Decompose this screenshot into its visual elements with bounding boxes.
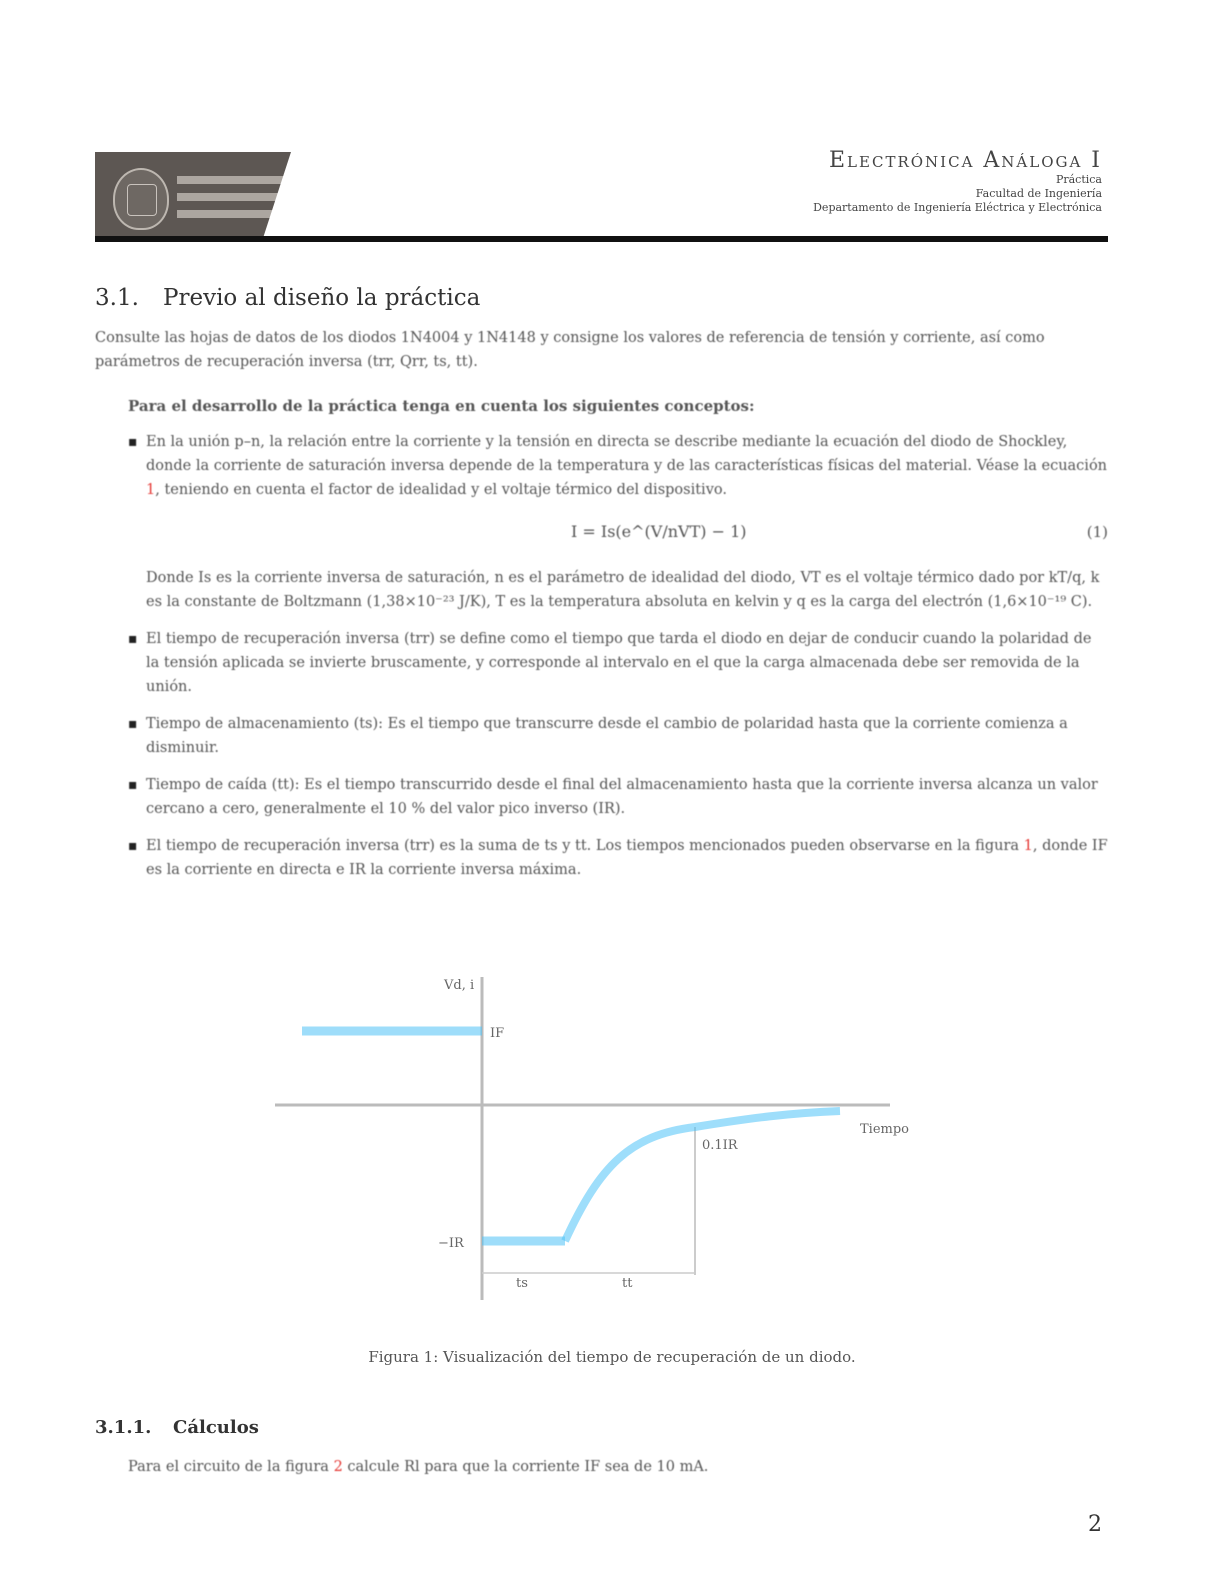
list-item [128, 627, 1108, 699]
ts-label: ts [516, 1276, 528, 1291]
recovery-curve [565, 1111, 840, 1241]
diode-equation [146, 510, 1108, 554]
equation-explanation: Donde Is es la corriente inversa de saturación, n es el parámetro de idealidad del diodo, VT es el voltaje térmico dado por kT/q, k es la constante de Boltzmann (1,38×10⁻²³ J/K), T es la temperatura absoluta en kelvin y q es la carga del electrón (1,6×10⁻¹⁹ C). [146, 570, 1100, 610]
subsection-number: 3.1.1. [95, 1417, 152, 1438]
item-text: El tiempo de recuperación inversa (trr) se define como el tiempo que tarda el diodo en dejar de conducir cuando la polaridad de la tensión aplicada se invierte bruscamente, y corresponde al intervalo en el que la carga almacenada debe ser removida de la unión. [146, 631, 1092, 695]
section-title: Previo al diseño la práctica [163, 285, 481, 311]
list-item [128, 712, 1108, 760]
page-number: 2 [1088, 1512, 1102, 1537]
calculation-instruction [128, 1455, 1108, 1479]
subsection-title: Cálculos [173, 1417, 259, 1438]
header-line-2: Práctica [1055, 173, 1102, 186]
subsection-heading [95, 1417, 259, 1438]
figure-reference-link[interactable]: 1 [1023, 838, 1033, 854]
item-text: , donde IF es la corriente en directa e IR la corriente inversa máxima. [146, 838, 1108, 878]
item-text: Tiempo de almacenamiento (ts): Es el tiempo que transcurre desde el cambio de polaridad hasta que la corriente comienza a disminuir. [146, 716, 1068, 756]
list-item [128, 430, 1108, 614]
tt-label: tt [622, 1276, 633, 1291]
figure-caption: Figura 1: Visualización del tiempo de recuperación de un diodo. [368, 1348, 856, 1366]
item-text: El tiempo de recuperación inversa (trr) es la suma de ts y tt. Los tiempos mencionados pueden observarse en la figura [146, 838, 1020, 854]
list-item [128, 834, 1108, 882]
if-label: IF [490, 1026, 505, 1041]
instruction-text: Para el circuito de la figura [128, 1459, 329, 1475]
item-text: En la unión p–n, la relación entre la corriente y la tensión en directa se describe mediante la ecuación del diodo de Shockley, donde la corriente de saturación inversa depende de la temperatura y de las características físicas del material. Véase la ecuación [146, 434, 1108, 474]
instruction-text: calcule Rl para que la corriente IF sea de 10 mA. [347, 1459, 709, 1475]
page-header [95, 148, 1108, 244]
header-line-3: Facultad de Ingeniería [975, 187, 1102, 200]
item-text: Tiempo de caída (tt): Es el tiempo transcurrido desde el final del almacenamiento hasta que la corriente inversa alcanza un valor cercano a cero, generalmente el 10 % del valor pico inverso (IR). [146, 777, 1098, 817]
university-seal-icon [113, 168, 169, 230]
section-heading [95, 285, 480, 311]
equation-number: (1) [1086, 523, 1108, 541]
header-line-4: Departamento de Ingeniería Eléctrica y Electrónica [813, 201, 1102, 214]
header-info [813, 148, 1102, 215]
section-number: 3.1. [95, 285, 139, 311]
concepts-list [128, 430, 1108, 895]
university-logo [95, 152, 331, 242]
ir-label: −IR [438, 1236, 464, 1251]
course-title: Electrónica Análoga I [829, 148, 1102, 173]
point-label: 0.1IR [702, 1138, 738, 1153]
list-item [128, 773, 1108, 821]
current-trace [302, 1031, 840, 1241]
reverse-recovery-figure [270, 965, 930, 1310]
section-intro: Consulte las hojas de datos de los diodos 1N4004 y 1N4148 y consigne los valores de referencia de tensión y corriente, así como parámetros de recuperación inversa (trr, Qrr, ts, tt). [95, 330, 1045, 370]
item-text: , teniendo en cuenta el factor de idealidad y el voltaje térmico del dispositivo. [155, 482, 727, 498]
figure-reference-link[interactable]: 2 [333, 1459, 343, 1475]
equation-reference-link[interactable]: 1 [146, 482, 156, 498]
x-axis-label: Tiempo [860, 1122, 909, 1137]
y-axis-label: Vd, i [444, 978, 475, 993]
header-rule [95, 236, 1108, 242]
concepts-lead: Para el desarrollo de la práctica tenga en cuenta los siguientes conceptos: [128, 397, 755, 415]
equation-body: I = Is(e^(V/nVT) − 1) [571, 522, 747, 541]
figure-axes [275, 977, 890, 1300]
